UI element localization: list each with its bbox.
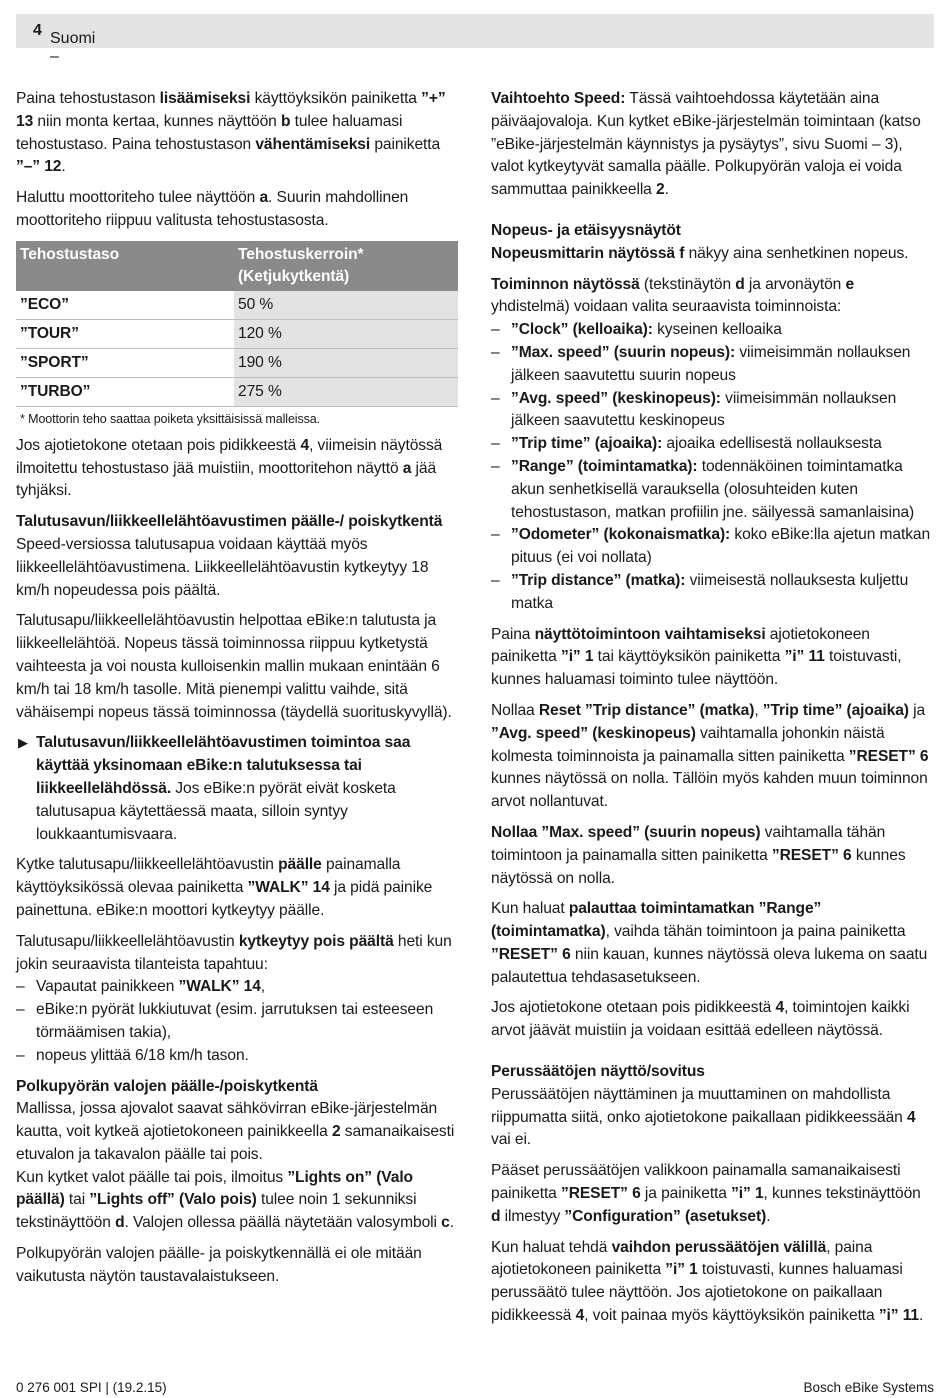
table-header-level: Tehostustaso [16, 241, 234, 291]
page-number: 4 [33, 22, 42, 39]
lights-heading: Polkupyörän valojen päälle-/poiskytkentä [16, 1077, 318, 1095]
lights-paragraph: Mallissa, jossa ajovalot saavat sähkövirran eBike-järjestelmän kautta, voit kytkeä ajotietokoneen painikkeella 2 samanaikaisesti etuvalon ja takavalon päälle tai pois. [16, 1100, 455, 1163]
list-item: – ”Max. speed” (suurin nopeus): viimeisimmän nollauksen jälkeen saavutettu suurin nopeus [491, 343, 911, 384]
walk-off-list [16, 976, 458, 1067]
settings-menu-paragraph: Pääset perussäätöjen valikkoon painamalla samanaikaisesti painiketta ”RESET” 6 ja painiketta ”i” 1, kunnes tekstinäyttöön d ilmestyy ”Configuration” (asetukset). [491, 1162, 921, 1225]
reset-max-speed-paragraph: Nollaa ”Max. speed” (suurin nopeus) vaihtamalla tähän toimintoon ja painamalla sitten painiketta ”RESET” 6 kunnes näytössä on nolla. [491, 823, 906, 887]
table-header-row [16, 241, 458, 291]
list-item: – ”Avg. speed” (keskinopeus): viimeisimmän nollauksen jälkeen saavutettu keskinopeus [491, 389, 897, 430]
table-row: ”SPORT” 190 % [16, 348, 458, 377]
footer-doc-id: 0 276 001 SPI | (19.2.15) [16, 1380, 167, 1395]
assist-level-table [16, 241, 458, 407]
table-header-factor: Tehostuskerroin* (Ketjukytkentä) [234, 241, 458, 291]
motor-power-paragraph: Haluttu moottoriteho tulee näyttöön a. Suurin mahdollinen moottoriteho riippuu valitusta tehostustasosta. [16, 189, 409, 229]
computer-removed-paragraph: Jos ajotietokone otetaan pois pidikkeestä 4, viimeisin näytössä ilmoitettu tehostustaso jää muistiin, moottoritehon näyttö a jää tyhjäksi. [16, 436, 443, 500]
table-footnote: * Moottorin teho saattaa poiketa yksittäisissä malleissa. [20, 411, 321, 426]
list-item: – Vapautat painikkeen ”WALK” 14, [16, 978, 266, 996]
walk-on-paragraph: Kytke talutusapu/liikkeellelähtöavustin päälle painamalla käyttöyksikössä olevaa painiketta ”WALK” 14 ja pidä painike painettuna. eBike:n moottori kytkeytyy päälle. [16, 856, 433, 919]
table-row: ”TOUR” 120 % [16, 319, 458, 348]
values-memory-paragraph: Jos ajotietokone otetaan pois pidikkeestä 4, toimintojen kaikki arvot jäävät muistiin ja voidaan esittää edelleen näytössä. [491, 999, 910, 1040]
walk-assist-heading: Talutusavun/liikkeellelähtöavustimen päälle-/ poiskytkentä [16, 513, 443, 531]
list-item: – ”Trip time” (ajoaika): ajoaika edellisestä nollauksesta [491, 435, 882, 453]
speed-variant-paragraph: Vaihtoehto Speed: Tässä vaihtoehdossa käytetään aina päiväajovaloja. Kun kytket eBike-järjestelmän toimintaan (katso ”eBike-järjestelmän käynnistys ja pysäytys”, sivu Suomi – 3), valot kytkeytyvät samalla päälle. Polkupyörän valoja ei voida sammuttaa painikkeella 2. [491, 90, 921, 199]
speed-version-paragraph: Speed-versiossa talutusapua voidaan käyttää myös liikkeellelähtöavustimena. Liikkeellelähtöavustin kytkeytyy 18 km/h nopeudessa pois päältä. [16, 535, 429, 599]
switch-function-paragraph: Paina näyttötoimintoon vaihtamiseksi ajotietokoneen painiketta ”i” 1 tai käyttöyksikön painiketta ”i” 11 toistuvasti, kunnes haluamasi toiminto tulee näyttöön. [491, 625, 902, 689]
header-label: Suomi – 4 [33, 22, 96, 65]
list-item: – ”Trip distance” (matka): viimeisestä nollauksesta kuljettu matka [491, 571, 909, 612]
left-column [16, 88, 458, 1297]
warning-arrow-icon: ▶ [18, 735, 28, 751]
list-item: – nopeus ylittää 6/18 km/h tason. [16, 1046, 249, 1064]
function-list [491, 319, 933, 615]
speed-distance-heading: Nopeus- ja etäisyysnäytöt [491, 221, 681, 239]
right-column [491, 88, 933, 1336]
lights-message-paragraph: Kun kytket valot päälle tai pois, ilmoitus ”Lights on” (Valo päällä) tai ”Lights off” (Valo pois) tulee noin 1 sekunniksi tekstinäyttöön d. Valojen ollessa päällä näytetään valosymboli c. [16, 1168, 454, 1232]
speedometer-paragraph: Nopeusmittarin näytössä f näkyy aina senhetkinen nopeus. [491, 244, 909, 262]
list-item: – ”Clock” (kelloaika): kyseinen kelloaika [491, 321, 782, 339]
walk-off-paragraph: Talutusapu/liikkeellelähtöavustin kytkeytyy pois päältä heti kun jokin seuraavista tilanteista tapahtuu: [16, 932, 452, 973]
assist-level-paragraph: Paina tehostustason lisäämiseksi käyttöyksikön painiketta ”+” 13 niin monta kertaa, kunnes näyttöön b tulee haluamasi tehostustaso. Paina tehostustason vähentämiseksi painiketta ”–” 12. [16, 90, 446, 176]
table-row: ”TURBO” 275 % [16, 377, 458, 406]
list-item: – ”Odometer” (kokonaismatka): koko eBike:lla ajetun matkan pituus (ei voi nollata) [491, 526, 931, 567]
backlight-paragraph: Polkupyörän valojen päälle- ja poiskytkennällä ei ole mitään vaikutusta näytön taustavalaistukseen. [16, 1245, 422, 1285]
basic-settings-paragraph: Perussäätöjen näyttäminen ja muuttaminen on mahdollista riippumatta siitä, onko ajotietokone paikallaan pidikkeessään 4 vai ei. [491, 1085, 916, 1149]
walk-assist-paragraph: Talutusapu/liikkeellelähtöavustin helpottaa eBike:n talutusta ja liikkeellelähtöä. Nopeus tässä toiminnossa riippuu kytketystä vaihteesta ja voi nousta kulloisenkin mallin mukaan enintään 6 km/h tai 18 km/h tasolle. Mitä pienempi valittu vaihde, sitä vähäisempi nopeus tässä toiminnossa (täydellä suorituskyvyllä). [16, 612, 452, 721]
page-header [16, 14, 934, 65]
reset-range-paragraph: Kun haluat palauttaa toimintamatkan ”Range” (toimintamatka), vaihda tähän toimintoon ja paina painiketta ”RESET” 6 niin kauan, kunnes näytössä oleva lukema on saatu palautettua tehdasasetukseen. [491, 900, 928, 986]
reset-trip-paragraph: Nollaa Reset ”Trip distance” (matka), ”Trip time” (ajoaika) ja ”Avg. speed” (keskinopeus) vaihtamalla johonkin näistä kolmesta toiminnoista ja painamalla sitten painiketta ”RESET” 6 kunnes näytössä on nolla. Tällöin myös kahden muun toiminnon arvot nollantuvat. [491, 701, 929, 811]
switch-settings-paragraph: Kun haluat tehdä vaihdon perussäätöjen välillä, paina ajotietokoneen painiketta ”i” 1 toistuvasti, kunnes haluamasi perussäätö tulee näyttöön. Jos ajotietokone on paikallaan pidikkeessä 4, voit painaa myös käyttöyksikön painiketta ”i” 11. [491, 1238, 924, 1325]
safety-warning: ▶ Talutusavun/liikkeellelähtöavustimen toimintoa saa käyttää yksinomaan eBike:n talutuksessa tai liikkeellelähdössä. Jos eBike:n pyörät eivät kosketa talutusapua käytettäessä maata, silloin syntyy loukkaantumisvaara. [18, 734, 411, 843]
list-item: – eBike:n pyörät lukkiutuvat (esim. jarrutuksen tai esteeseen törmäämisen takia), [16, 1001, 434, 1041]
list-item: – ”Range” (toimintamatka): todennäköinen toimintamatka akun senhetkisellä varauksella (olosuhteiden kuten tehostustason, matkan profiilin jne. säilyessä samanlaisina) [491, 457, 915, 521]
footer-brand: Bosch eBike Systems [803, 1380, 934, 1395]
basic-settings-heading: Perussäätöjen näyttö/sovitus [491, 1063, 705, 1081]
table-row: ”ECO” 50 % [16, 291, 458, 320]
function-display-paragraph: Toiminnon näytössä (tekstinäytön d ja arvonäytön e yhdistelmä) voidaan valita seuraavista toiminnoista: [491, 275, 855, 316]
